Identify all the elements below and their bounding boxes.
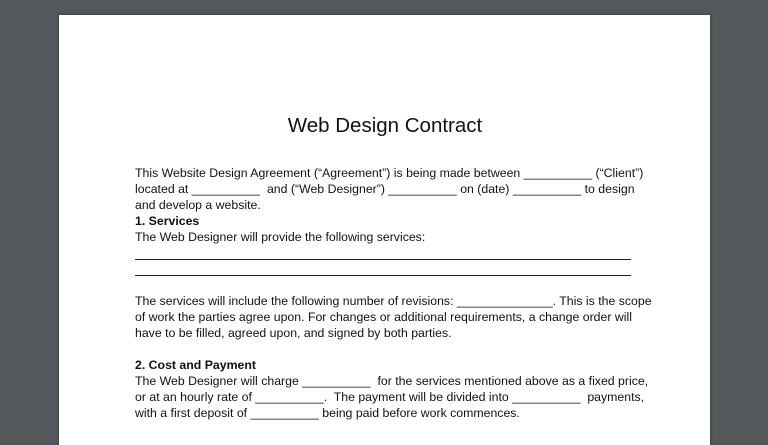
document-title: Web Design Contract [287,114,483,137]
revisions-line: have to be filled, agreed upon, and signed by both parties. [135,326,452,340]
revisions-paragraph [135,293,652,341]
payment-paragraph [135,373,649,421]
intro-line: and develop a website. [135,198,261,212]
services-text: The Web Designer will provide the following services: [135,230,426,244]
revisions-line: The services will include the following number of revisions: ______________. This is the scope [135,294,652,308]
document-page [59,15,710,445]
revisions-line: of work the parties agree upon. For changes or additional requirements, a change order will [135,310,632,324]
intro-line: This Website Design Agreement (“Agreement”) is being made between __________ (“Client”) [135,166,644,180]
intro-paragraph [135,165,644,213]
payment-line: with a first deposit of __________ being paid before work commences. [135,406,520,420]
services-blank-line [135,259,631,260]
payment-line: or at an hourly rate of __________. The payment will be divided into __________ payments, [135,390,645,404]
services-heading: 1. Services [135,214,200,228]
payment-line: The Web Designer will charge __________ for the services mentioned above as a fixed price, [135,374,649,388]
services-blank-line [135,275,631,276]
payment-heading: 2. Cost and Payment [135,358,256,372]
intro-line: located at __________ and (“Web Designer”) __________ on (date) __________ to design [135,182,635,196]
